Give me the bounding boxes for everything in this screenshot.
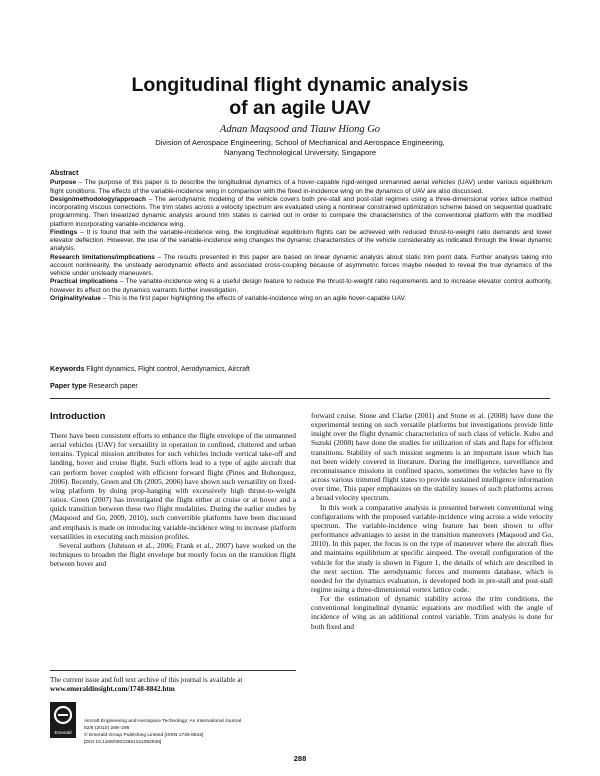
right-paragraph-1: forward cruise. Stone and Clarke (2001) and Stone et al. (2008) have done the experimental testing on such versatile platforms but investigations provide little insight over the flight dynamic characteristics of such class of vehicle. Kubo and Suzuki (2008) have done the studies for utilization of slats and flaps for efficient transitions. Stability of such mission segments is an important issue which has not been widely covered in literature. During the intelligence, surveillance and reconnaissance missions in confined spaces, sometimes the vehicles have to fly across various trimmed flight states to provide sustained intelligence information over time. This paper emphasizes on the stability issues of such platforms across a broad velocity spectrum.: [311, 411, 553, 503]
publication-info: [84, 718, 304, 746]
footnote-line-1: The current issue and full text archive of this journal is available at: [50, 676, 243, 684]
limitations-text: – The results presented in this paper are based on linear dynamic analysis about static trim point data. Further analysis taking into account nonlinearity, the unsteady aerodynamic effects and associated cross-coupling because of asymmetric forces maybe needed to reveal the true dynamics of the vehicle under unsteady maneuvers.: [50, 253, 552, 277]
paper-title: [0, 74, 600, 120]
abstract-purpose: [50, 179, 552, 196]
purpose-text: – The purpose of this paper is to describe the longitudinal dynamics of a hover-capable rigid-winged unmanned aerial vehicles (UAV) under various equilibrium flight conditions. The effects of the variable-incidence wing in comparison with the fixed in-incidence wing on the dynamics of UAV are also discussed.: [50, 179, 552, 195]
abstract-findings: [50, 229, 552, 254]
abstract-practical: [50, 278, 552, 295]
left-paragraph-1: There have been consistent efforts to enhance the flight envelope of the unmanned aerial vehicles (UAV) for versatility in operation in confined, cluttered and urban terrains. Typical mission attributes for such vehicles include vertical take-off and landing, hover and cruise flight. Such efforts lead to a type of agile aircraft that can perform hover coupled with efficient forward flight (Pines and Bohorquez, 2006). Recently, Green and Oh (2005, 2006) have shown such versatility on fixed-wing platform by doing prop-hanging with excessively high thrust-to-weight ratios. Green (2007) has investigated the flight either at cruise or at hover and a quick transition between these two flight modalities. During the earlier studies by (Maqsood and Go, 2009, 2010), such convertible platforms have been discussed and emphasis is made on introducing variable-incidence wing to increase platform versatilities in executing such mission profiles.: [50, 431, 296, 541]
pubinfo-issn: © Emerald Group Publishing Limited [ISSN 1748-8842]: [84, 733, 204, 738]
originality-text: – This is the first paper highlighting the effects of variable-incidence wing on an agile hover-capable UAV.: [100, 294, 407, 302]
left-paragraph-2: Several authors (Johnson et al., 2006; Frank et al., 2007) have worked on the techniques to broaden the flight envelope but mostly focus on the transition flight between hover and: [50, 540, 296, 569]
affiliation: [0, 138, 600, 158]
affiliation-line-1: Division of Aerospace Engineering, School of Mechanical and Aerospace Engineering,: [155, 138, 445, 147]
title-line-1: Longitudinal flight dynamic analysis: [131, 74, 469, 96]
paper-type-text: Research paper: [86, 383, 138, 390]
abstract-heading: Abstract: [50, 170, 79, 177]
findings-text: – It is found that with the variable-incidence wing, the longitudinal equilibrium flights can be achieved with reduced thrust-to-weight ratio demands and lower elevator deflection. However, the use of the variable-incidence wing changes the dynamic characteristics of the vehicle considerably as indicated through the linear dynamic analysis.: [50, 228, 552, 253]
right-paragraph-3: For the estimation of dynamic stability across the trim conditions, the conventional longitudinal dynamic equations are modified with the angle of incidence of wing as an additional control variable. Trim analysis is done for both fixed and: [311, 594, 553, 631]
affiliation-line-2: Nanyang Technological University, Singapore: [223, 148, 377, 157]
left-column: [50, 431, 296, 568]
pubinfo-doi: [DOI 10.1108/00022661011092938]: [84, 740, 162, 745]
paper-type: [50, 381, 552, 390]
abstract: [50, 170, 552, 303]
introduction-heading: Introduction: [50, 411, 106, 422]
section-divider: [50, 398, 550, 399]
abstract-design: [50, 196, 552, 229]
authors: Adnan Maqsood and Tiauw Hiong Go: [219, 124, 381, 135]
keywords-label: Keywords: [50, 364, 85, 373]
title-line-2: of an agile UAV: [229, 97, 371, 119]
paper-type-label: Paper type: [50, 381, 87, 390]
footnote: [50, 676, 296, 694]
footnote-divider: [50, 670, 296, 671]
emerald-logo-icon: [50, 702, 76, 738]
pubinfo-journal: Aircraft Engineering and Aerospace Technology: An International Journal: [84, 719, 242, 724]
design-label: Design/methodology/approach: [50, 195, 147, 203]
purpose-label: Purpose: [50, 179, 77, 187]
right-column: [311, 411, 553, 631]
abstract-originality: [50, 295, 552, 303]
emerald-logo-text: Emerald: [54, 730, 72, 735]
limitations-label: Research limitations/implications: [50, 253, 155, 261]
emerald-logo: [50, 702, 76, 738]
right-paragraph-2: In this work a comparative analysis is presented between conventional wing configurations with the proposed variable-incidence wing across a wide velocity spectrum. The variable-incidence wing feature has been shown to offer performance advantages to assist in the transition maneuvers (Maqsood and Go, 2010). In this paper, the focus is on the type of maneuver where the aircraft flies and maintains equilibrium at specific airspeed. The overall configuration of the vehicle for the study is shown in Figure 1, the details of which are described in the next section. The aerodynamic forces and moments database, which is needed for the dynamics evaluation, is developed both in pre-stall and post-stall regime using a three-dimensional vortex lattice code.: [311, 502, 553, 594]
design-text: – The aerodynamic modeling of the vehicle covers both pre-stall and post-stall regimes using a three-dimensional vortex lattice method incorporating viscous corrections. The trim states across a velocity spectrum are evaluated using a nonlinear constrained optimization scheme based on sequential quadratic programming. Then linearized dynamic analysis around trim states is carried out in order to compare the characteristics of the conventional platform with the modified platform incorporating variable-incidence wing.: [50, 195, 552, 228]
footnote-url[interactable]: www.emeraldinsight.com/1748-8842.htm: [50, 685, 175, 693]
originality-label: Originality/value: [50, 294, 101, 302]
page-number: 288: [293, 754, 307, 763]
practical-text: – The variable-incidence wing is a useful design feature to reduce the thrust-to-weight ratio requirements and to increase elevator control authority, however its effect on the dynamics warrants further investigation.: [50, 278, 552, 294]
findings-label: Findings: [50, 228, 78, 236]
pubinfo-volume: 82/5 (2010) 288–295: [84, 726, 130, 731]
keywords-text: Flight dynamics, Flight control, Aerodynamics, Aircraft: [84, 366, 250, 373]
keywords: [50, 364, 552, 373]
practical-label: Practical implications: [50, 278, 118, 286]
abstract-limitations: [50, 254, 552, 279]
